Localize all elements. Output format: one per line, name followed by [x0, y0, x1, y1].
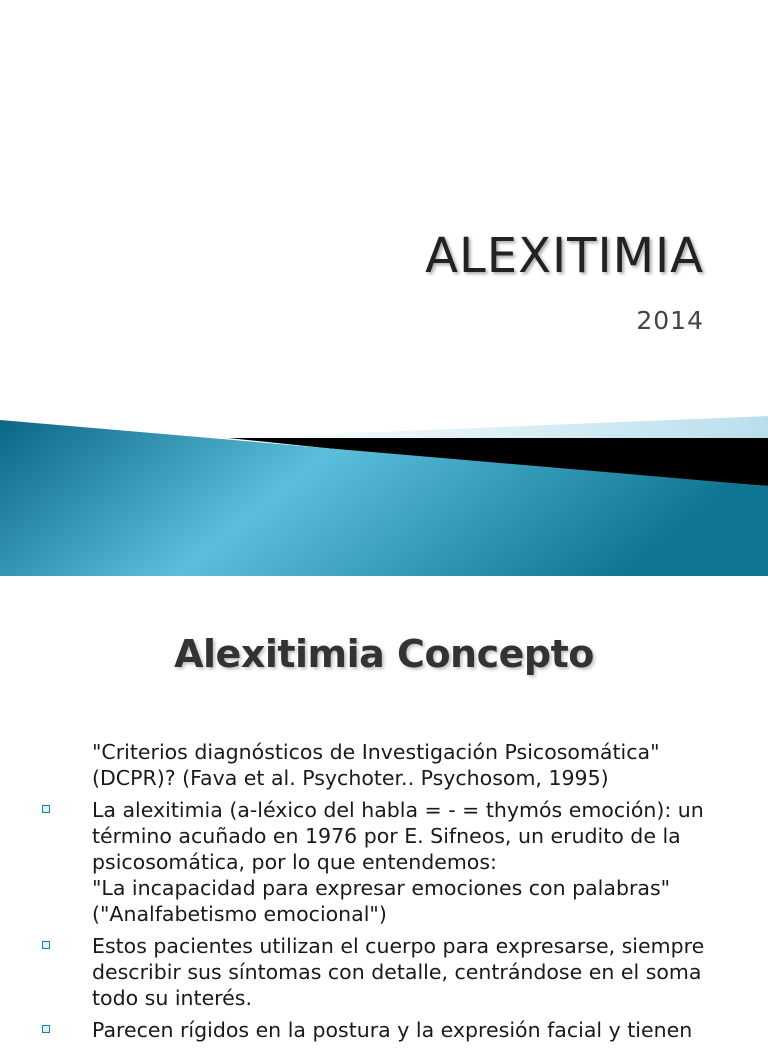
content-slide-title: Alexitimia Concepto	[174, 632, 594, 676]
list-item-line: Estos pacientes utilizan el cuerpo para expresarse, siempre	[92, 934, 705, 958]
list-item-line: describir sus síntomas con detalle, centrándose en el soma	[92, 960, 702, 984]
square-bullet-icon	[42, 805, 50, 813]
list-item	[92, 1017, 732, 1043]
list-item	[92, 933, 732, 1011]
list-item-line: ("Analfabetismo emocional")	[92, 902, 387, 926]
bullet-list	[92, 739, 732, 1049]
list-item-line: Parecen rígidos en la postura y la expresión facial y tienen	[92, 1018, 693, 1042]
list-item-line: psicosomática, por lo que entendemos:	[92, 850, 497, 874]
slide-title: ALEXITIMIA	[425, 228, 704, 284]
list-item-line: La alexitimia (a-léxico del habla = - = thymós emoción): un	[92, 798, 704, 822]
list-item-line: todo su interés.	[92, 986, 252, 1010]
content-slide	[0, 576, 768, 1042]
square-bullet-icon	[42, 1025, 50, 1033]
list-item	[92, 739, 732, 791]
list-item-line: "Criterios diagnósticos de Investigación Psicosomática"	[92, 740, 660, 764]
list-item-line: (DCPR)? (Fava et al. Psychoter.. Psychosom, 1995)	[92, 766, 609, 790]
list-item	[92, 797, 732, 927]
list-item-line: término acuñado en 1976 por E. Sifneos, un erudito de la	[92, 824, 681, 848]
square-bullet-icon	[42, 941, 50, 949]
band-pale-stripe	[230, 416, 768, 438]
list-item-line: "La incapacidad para expresar emociones con palabras"	[92, 876, 671, 900]
slide-subtitle: 2014	[636, 306, 704, 335]
